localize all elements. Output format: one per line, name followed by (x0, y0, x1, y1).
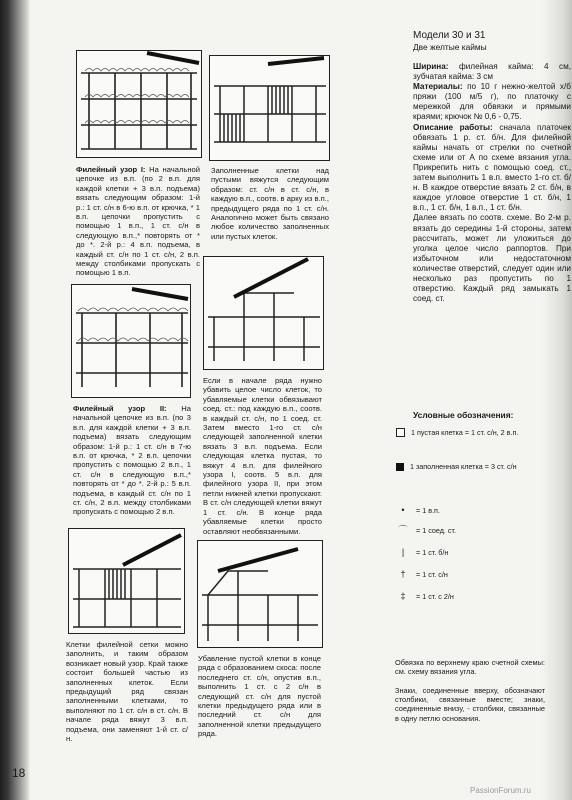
dc-icon: † (400, 569, 406, 579)
spec-materials: Материалы: по 10 г нежно-желтой х/б пряжи (100 м/5 г), по платочку с мережкой для обвязки и прямыми краями; крючок № 0,6 - 0,75. (413, 82, 571, 122)
note-border: Обвязка по верхнему краю счетной схемы: см. схему вязания угла. (395, 658, 545, 677)
crochet-filled-illustration (210, 56, 329, 160)
empty-square-icon (396, 428, 405, 437)
figure-decrease-start (203, 256, 324, 370)
figure-decrease-end (197, 540, 323, 648)
crochet-filled-mesh-illustration (69, 529, 184, 633)
caption-decrease-start-end: В конце ряда убавляемые клетки просто оставляют необвязанными. (203, 507, 322, 536)
legend-title: Условные обозначения: (413, 410, 514, 420)
spec-extra: Далее вязать по соотв. схеме. Во 2-м р. вязать до середины 1-й стороны, затем рассчитать, может ли уложиться до уголка целое число раппортов. При избыточном или недостаточном количестве отверстий, следует один или несколько раз пропустить по 1 отверстию. Каждый ряд замыкать 1 соед. ст. (413, 213, 571, 304)
article-header (413, 30, 571, 52)
figure-filet-pattern-1 (76, 50, 202, 158)
legend-item-sc: | = 1 ст. б/н (396, 548, 448, 557)
caption-decrease-start (203, 376, 322, 536)
figure-filled-mesh (68, 528, 185, 634)
crochet-decrease-illustration (204, 257, 323, 369)
legend-item-slip: ⌒ = 1 соед. ст. (396, 526, 456, 535)
pattern-1-text: На начальной цепочке из в.п. (по 2 в.п. для каждой клетки + 3 в.п. подъема) вязать следующим образом: 1-й р.: 1 ст. с/н в 6-ю в.п. от крючка, * 1 в.п. цепочки пропустить с помощью 1 в.п., 1 ст. с/н в следующую в.п.,* повторять от * до *. 2-й р.: 4 в.п. подъема, в каждый ст. с/н по 1 ст. с/н, 2 в.п. между столбиками пропускать с помощью 1 в.п. (76, 165, 200, 278)
caption-decrease-start-text: Если в начале ряда нужно убавить целое число клеток, то убавляемые клетки обвязывают соед. ст.: под каждую в.п., соотв. в каждый ст. с/н, по 1 соед. ст. Затем вместо 1-го ст. с/н следующей заполненной клетки вязать 3 в.п. подъема. Если следующая клетка пустая, то вяжут 4 в.п. для филейного узора I, соотв. 5 в.п. для филейного узора II, при этом петли нижней клетки пропускают. В ст. с/н следующей клетки вяжут 1 ст. с/н. (203, 376, 322, 517)
spec-description: Описание работы: сначала платочек обвязать 1 р. ст. б/н. Для филейной каймы начать от стрелки по счетной схеме или от А по схеме вязания угла. Прикрепить нить с помощью соед. ст., затем выполнить 1 в.п. вместо 1-го ст. б/н. В каждое отверстие вязать 2 ст. б/н, в каждое угловое отверстие 1 ст. б/н, 1 в.п., 1 ст. б/н, 1 в.п., 1 ст. б/н. (413, 122, 572, 213)
arc-icon: ⌒ (398, 525, 408, 535)
legend-item-empty: 1 пустая клетка = 1 ст. с/н, 2 в.п. (393, 428, 518, 437)
pattern-2-title: Филейный узор II: (73, 404, 167, 413)
pattern-1-block (76, 165, 200, 278)
figure-filet-pattern-2 (71, 284, 191, 398)
tr-icon: ‡ (400, 591, 406, 601)
pattern-2-block (73, 404, 191, 517)
crochet-mesh2-illustration (72, 285, 190, 397)
legend-item-filled: 1 заполненная клетка = 3 ст. с/н (393, 462, 517, 471)
dot-icon: • (401, 505, 405, 515)
article-body (413, 62, 571, 304)
page-number: 18 (12, 766, 26, 780)
spec-width: Ширина: филейная кайма: 4 см, зубчатая кайма: 3 см (413, 62, 571, 82)
caption-filled-cells: Заполненные клетки над пустыми вяжутся следующим образом: ст. с/н в ст. с/н, в каждую в.п., соотв. в арку из в.п., предыдущего ряда по 1 ст. с/н. Аналогично может быть связано любое количество заполненных или пустых клеток. (211, 166, 329, 241)
legend-item-chain: • = 1 в.п. (396, 506, 440, 515)
article-subtitle: Две желтые каймы (413, 42, 487, 52)
caption-filled-mesh: Клетки филейной сетки можно заполнить, и таким образом возникает новый узор. Край также состоит большей частью из заполненных клеток. Если предыдущий ряд связан заполненными клетками, то выполняют по 1 ст. с/н в ст. с/н. В начале ряда вяжут 3 в.п. подъема, они заменяют 1-й ст. с/н. (66, 640, 188, 744)
filled-square-icon (396, 463, 404, 471)
pattern-2-text: На начальной цепочке из в.п. (по 3 в.п. для каждой клетки + 3 в.п. подъема) вязать следующим образом: 1-й р.: 1 ст. с/н в 7-ю в.п. от крючка, * 2 в.п. цепочки пропустить с помощью 2 в.п., 1 ст. с/н в следующую в.п.,* повторять от * до *. 2-й р.: 5 в.п. подъема, в каждый ст. с/н по 1 ст. с/н, 2 в.п. между столбиками пропускать с помощью 2 в.п. (73, 404, 191, 517)
note-joined: Знаки, соединенные вверху, обозначают столбики, связанные вместе; знаки, соединенные внизу, - столбики, связанные в одну петлю основания. (395, 686, 545, 723)
article-title: Модели 30 и 31 (413, 30, 486, 41)
watermark: PassionForum.ru (470, 786, 531, 795)
book-spine-shadow (0, 0, 30, 800)
crochet-slant-illustration (198, 541, 322, 647)
legend-item-tr: ‡ = 1 ст. с 2/н (396, 592, 454, 601)
figure-filled-cells (209, 55, 330, 161)
bar-icon: | (401, 547, 405, 557)
pattern-1-title: Филейный узор I: (76, 165, 146, 174)
legend-item-dc: † = 1 ст. с/н (396, 570, 448, 579)
crochet-mesh-illustration (77, 51, 201, 157)
caption-decrease-end: Убавление пустой клетки в конце ряда с образованием скоса: после последнего ст. с/н, опустив в.п., выполнить 1 ст. с 2 с/н в следующий ст. с/н для пустой клетки предыдущего ряда или в последний ст. с/н для заполненной клетки предыдущего ряда. (198, 654, 321, 739)
